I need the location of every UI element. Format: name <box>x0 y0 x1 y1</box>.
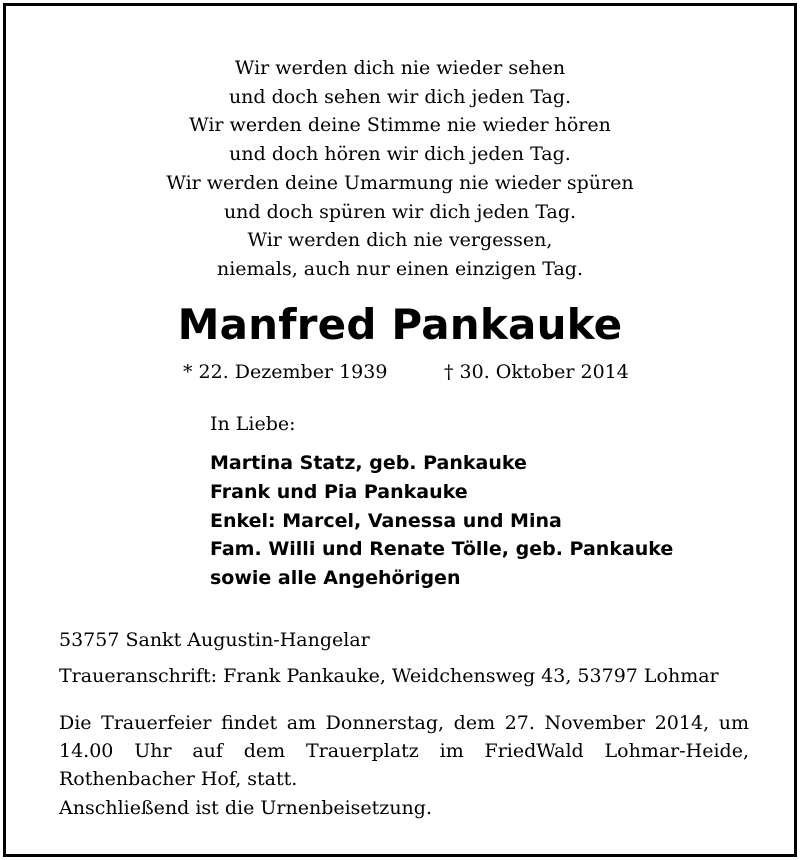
mourning-address: Traueranschrift: Frank Pankauke, Weidchensweg 43, 53797 Lohmar <box>59 665 719 687</box>
poem-line: niemals, auch nur einen einzigen Tag. <box>216 257 584 280</box>
obituary-notice <box>3 3 797 857</box>
mourner-entry: Fam. Willi und Renate Tölle, geb. Pankauke <box>210 538 674 561</box>
poem-line: und doch sehen wir dich jeden Tag. <box>228 85 572 108</box>
ceremony-details: Die Trauerfeier findet am Donnerstag, dem 27. November 2014, um 14.00 Uhr auf dem Trauerplatz im FriedWald Lohmar-Heide, Rothenbacher Hof, statt. <box>59 712 749 790</box>
poem-line: Wir werden dich nie wieder sehen <box>234 57 566 79</box>
poem-line: Wir werden dich nie vergessen, <box>247 229 553 252</box>
deceased-name: Manfred Pankauke <box>177 300 623 349</box>
birth-date: * 22. Dezember 1939 <box>183 361 388 383</box>
mourners-intro: In Liebe: <box>210 413 296 435</box>
mourner-entry: sowie alle Angehörigen <box>210 567 461 590</box>
mourner-entry: Frank und Pia Pankauke <box>210 480 468 503</box>
burial-note: Anschließend ist die Urnenbeisetzung. <box>59 797 432 819</box>
death-date: † 30. Oktober 2014 <box>444 361 629 383</box>
memorial-poem <box>6 54 794 284</box>
poem-line: und doch hören wir dich jeden Tag. <box>229 143 571 166</box>
poem-line: Wir werden deine Stimme nie wieder hören <box>189 114 611 137</box>
location-line: 53757 Sankt Augustin-Hangelar <box>59 629 370 651</box>
mourner-entry: Enkel: Marcel, Vanessa und Mina <box>210 509 562 532</box>
mourner-entry: Martina Statz, geb. Pankauke <box>210 452 527 474</box>
poem-line: Wir werden deine Umarmung nie wieder spüren <box>166 171 634 194</box>
mourners-list <box>210 449 673 593</box>
poem-line: und doch spüren wir dich jeden Tag. <box>223 200 577 223</box>
